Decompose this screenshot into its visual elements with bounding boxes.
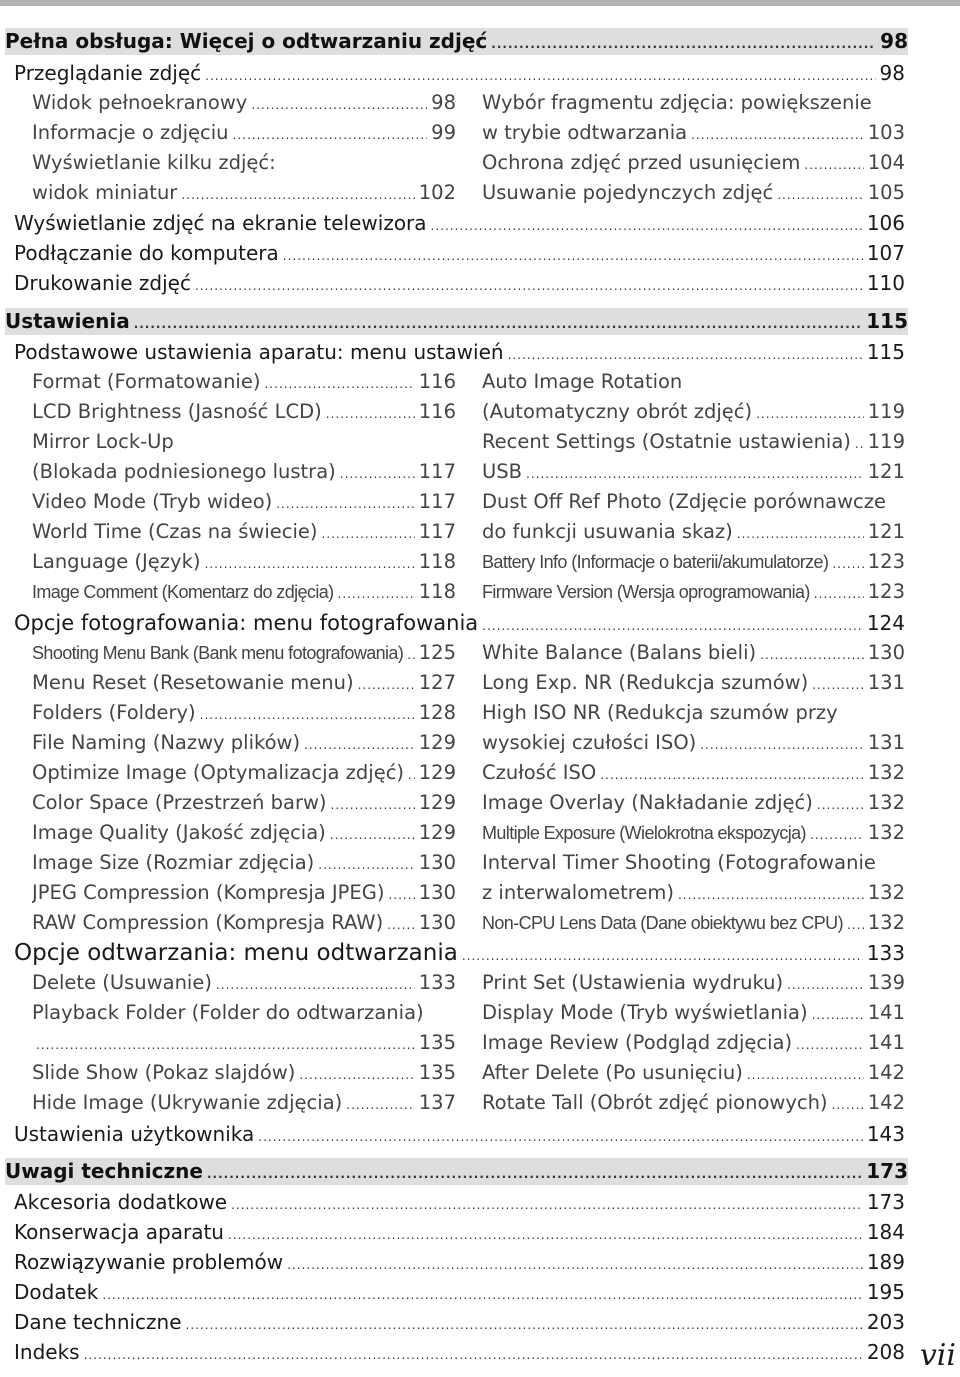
dot-leader	[304, 739, 415, 751]
dot-leader	[195, 280, 863, 292]
toc-entry-image-quality[interactable]: Image Quality (Jakość zdjęcia) ..... 129	[32, 818, 456, 848]
toc-entry-computer[interactable]: Podłączanie do komputera ..... 107	[14, 238, 905, 268]
dot-leader	[200, 709, 415, 721]
dot-leader	[482, 620, 863, 632]
toc-entry-hide-image[interactable]: Hide Image (Ukrywanie zdjęcia) ..... 137	[32, 1088, 456, 1118]
dot-leader	[84, 1349, 863, 1361]
dot-leader	[102, 1289, 862, 1301]
dot-leader	[812, 679, 864, 691]
toc-entry-display-mode[interactable]: Display Mode (Tryb wyświetlania) ..... 141	[482, 998, 905, 1028]
dot-leader	[181, 189, 414, 201]
dot-leader	[847, 919, 864, 931]
toc-entry-interval-line1: Interval Timer Shooting (Fotografowanie	[482, 851, 876, 874]
toc-entry-recent[interactable]: Recent Settings (Ostatnie ustawienia) ..... 119	[482, 427, 905, 457]
toc-entry-multiple[interactable]: Multiple Exposure (Wielokrotna ekspozycja) ..... 132	[482, 818, 905, 848]
toc-entry-high-iso-line1: High ISO NR (Redukcja szumów przy	[482, 701, 838, 724]
toc-entry-zoom[interactable]: w trybie odtwarzania ..... 103	[482, 118, 905, 148]
toc-entry-lcd[interactable]: LCD Brightness (Jasność LCD) ..... 116	[32, 397, 456, 427]
toc-entry-usb[interactable]: USB ..... 121	[482, 457, 905, 487]
toc-entry-print-set[interactable]: Print Set (Ustawienia wydruku) ..... 139	[482, 968, 905, 998]
dot-leader	[832, 1099, 864, 1111]
dot-leader	[231, 1199, 863, 1211]
dot-leader	[462, 950, 863, 962]
toc-entry-viewing[interactable]: Przeglądanie zdjęć ..... 98	[14, 58, 905, 88]
dot-leader	[258, 1131, 863, 1143]
toc-page-number: 115	[866, 309, 908, 333]
dot-leader	[777, 189, 864, 201]
dot-leader	[508, 349, 863, 361]
toc-entry-video[interactable]: Video Mode (Tryb wideo) ..... 117	[32, 487, 456, 517]
toc-entry-thumbnail[interactable]: widok miniatur ..... 102	[32, 178, 456, 208]
toc-entry-protect[interactable]: Ochrona zdjęć przed usunięciem ..... 104	[482, 148, 905, 178]
dot-leader	[812, 1009, 864, 1021]
toc-section-setup[interactable]	[5, 308, 908, 335]
toc-entry-image-review[interactable]: Image Review (Podgląd zdjęcia) ..... 141	[482, 1028, 905, 1058]
toc-section-technical[interactable]	[5, 1158, 908, 1185]
dot-leader	[388, 889, 414, 901]
toc-entry-world-time[interactable]: World Time (Czas na świecie) ..... 117	[32, 517, 456, 547]
toc-entry-white-balance[interactable]: White Balance (Balans bieli) ..... 130	[482, 638, 905, 668]
dot-leader	[330, 829, 415, 841]
top-rule	[0, 0, 960, 6]
toc-entry-dust[interactable]: do funkcji usuwania skaz) ..... 121	[482, 517, 905, 547]
toc-section-title: Uwagi techniczne	[5, 1159, 203, 1183]
dot-leader	[207, 1169, 862, 1179]
toc-entry-file-naming[interactable]: File Naming (Nazwy plików) ..... 129	[32, 728, 456, 758]
toc-entry-thumbnail-line1: Wyświetlanie kilku zdjęć:	[32, 151, 276, 174]
toc-entry-image-size[interactable]: Image Size (Rozmiar zdjęcia) ..... 130	[32, 848, 456, 878]
toc-entry-battery[interactable]: Battery Info (Informacje o baterii/akumulatorze) ..... 123	[482, 547, 905, 577]
dot-leader	[358, 679, 415, 691]
dot-leader	[387, 919, 415, 931]
toc-entry-interval[interactable]: z interwalometrem) ..... 132	[482, 878, 905, 908]
toc-entry-appendix[interactable]: Dodatek ..... 195	[14, 1277, 905, 1307]
toc-entry-specifications[interactable]: Dane techniczne ..... 203	[14, 1307, 905, 1337]
dot-leader	[299, 1069, 414, 1081]
toc-entry-playback-folder[interactable]: ..... 135	[32, 1028, 456, 1058]
toc-entry-tv[interactable]: Wyświetlanie zdjęć na ekranie telewizora ..... 106	[14, 208, 905, 238]
dot-leader	[747, 1069, 864, 1081]
toc-page-number: 98	[880, 29, 908, 53]
toc-entry-playback-folder-line1: Playback Folder (Folder do odtwarzania)	[32, 1001, 424, 1024]
toc-entry-after-delete[interactable]: After Delete (Po usunięciu) ..... 142	[482, 1058, 905, 1088]
dot-leader	[832, 558, 863, 570]
toc-entry-iso[interactable]: Czułość ISO ..... 132	[482, 758, 905, 788]
dot-leader	[283, 250, 863, 262]
dot-leader	[407, 649, 415, 661]
dot-leader	[338, 588, 415, 600]
toc-entry-slide-show[interactable]: Slide Show (Pokaz slajdów) ..... 135	[32, 1058, 456, 1088]
toc-entry-zoom-line1: Wybór fragmentu zdjęcia: powiększenie	[482, 91, 872, 114]
dot-leader	[134, 319, 863, 329]
dot-leader	[431, 220, 863, 232]
dot-leader	[326, 408, 415, 420]
toc-entry-format[interactable]: Format (Formatowanie) ..... 116	[32, 367, 456, 397]
dot-leader	[817, 799, 864, 811]
dot-leader	[322, 528, 415, 540]
dot-leader	[491, 39, 876, 49]
dot-leader	[700, 739, 863, 751]
toc-entry-rotation[interactable]: (Automatyczny obrót zdjęć) ..... 119	[482, 397, 905, 427]
toc-entry-mirror-line1: Mirror Lock-Up	[32, 430, 174, 453]
toc-section-playback[interactable]	[5, 28, 908, 55]
dot-leader	[264, 378, 414, 390]
toc-entry-noncpu[interactable]: Non-CPU Lens Data (Dane obiektywu bez CPU) ..... 132	[482, 908, 905, 938]
toc-entry-photo-info[interactable]: Informacje o zdjęciu ..... 99	[32, 118, 456, 148]
toc-entry-bank[interactable]: Shooting Menu Bank (Bank menu fotografowania) ..... 125	[32, 638, 456, 668]
toc-entry-raw[interactable]: RAW Compression (Kompresja RAW) ..... 130	[32, 908, 456, 938]
toc-entry-long-exp[interactable]: Long Exp. NR (Redukcja szumów) ..... 131	[482, 668, 905, 698]
dot-leader	[678, 889, 864, 901]
toc-entry-custom-settings[interactable]: Ustawienia użytkownika ..... 143	[14, 1119, 905, 1149]
toc-entry-playback-menu[interactable]: Opcje odtwarzania: menu odtwarzania ..... 133	[14, 938, 905, 968]
toc-page-number: 173	[866, 1159, 908, 1183]
toc-entry-index[interactable]: Indeks ..... 208	[14, 1337, 905, 1367]
dot-leader	[526, 468, 864, 480]
dot-leader	[855, 438, 864, 450]
toc-entry-menu-reset[interactable]: Menu Reset (Resetowanie menu) ..... 127	[32, 668, 456, 698]
dot-leader	[796, 1039, 864, 1051]
dot-leader	[760, 649, 864, 661]
dot-leader	[804, 159, 863, 171]
toc-entry-printing[interactable]: Drukowanie zdjęć ..... 110	[14, 268, 905, 298]
dot-leader	[216, 979, 415, 991]
toc-entry-shooting-menu[interactable]: Opcje fotografowania: menu fotografowania ..... 124	[14, 608, 905, 638]
toc-entry-high-iso[interactable]: wysokiej czułości ISO) ..... 131	[482, 728, 905, 758]
toc-entry-delete[interactable]: Delete (Usuwanie) ..... 133	[32, 968, 456, 998]
dot-leader	[287, 1259, 863, 1271]
dot-leader	[756, 408, 864, 420]
toc-entry-overlay[interactable]: Image Overlay (Nakładanie zdjęć) ..... 132	[482, 788, 905, 818]
dot-leader	[408, 769, 415, 781]
dot-leader	[204, 558, 414, 570]
toc-entry-full-frame[interactable]: Widok pełnoekranowy ..... 98	[32, 88, 456, 118]
toc-entry-dust-line1: Dust Off Ref Photo (Zdjęcie porównawcze	[482, 490, 886, 513]
dot-leader	[331, 799, 415, 811]
dot-leader	[810, 829, 864, 841]
dot-leader	[787, 979, 864, 991]
toc-entry-color-space[interactable]: Color Space (Przestrzeń barw) ..... 129	[32, 788, 456, 818]
dot-leader	[737, 528, 864, 540]
toc-entry-jpeg[interactable]: JPEG Compression (Kompresja JPEG) ..... 130	[32, 878, 456, 908]
dot-leader	[346, 1099, 415, 1111]
toc-section-title: Pełna obsługa: Więcej o odtwarzaniu zdjęć	[5, 29, 488, 53]
toc-entry-firmware[interactable]: Firmware Version (Wersja oprogramowania) ..... 123	[482, 577, 905, 607]
dot-leader	[205, 70, 875, 82]
toc-entry-folders[interactable]: Folders (Foldery) ..... 128	[32, 698, 456, 728]
page-number: vii	[919, 1338, 956, 1373]
dot-leader	[36, 1039, 415, 1051]
toc-entry-troubleshooting[interactable]: Rozwiązywanie problemów ..... 189	[14, 1247, 905, 1277]
dot-leader	[251, 99, 427, 111]
toc-entry-image-comment[interactable]: Image Comment (Komentarz do zdjęcia) ..... 118	[32, 577, 456, 607]
dot-leader	[233, 129, 428, 141]
dot-leader	[228, 1229, 863, 1241]
dot-leader	[600, 769, 864, 781]
dot-leader	[276, 498, 415, 510]
toc-entry-accessories[interactable]: Akcesoria dodatkowe ..... 173	[14, 1187, 905, 1217]
dot-leader	[814, 588, 864, 600]
toc-entry-language[interactable]: Language (Język) ..... 118	[32, 547, 456, 577]
dot-leader	[318, 859, 415, 871]
toc-entry-delete-single[interactable]: Usuwanie pojedynczych zdjęć ..... 105	[482, 178, 905, 208]
dot-leader	[340, 468, 415, 480]
toc-entry-setup-basic[interactable]: Podstawowe ustawienia aparatu: menu ustawień ..... 115	[14, 337, 905, 367]
toc-entry-rotation-line1: Auto Image Rotation	[482, 370, 683, 393]
dot-leader	[691, 129, 864, 141]
dot-leader	[186, 1319, 863, 1331]
toc-section-title: Ustawienia	[5, 309, 130, 333]
toc-entry-rotate-tall[interactable]: Rotate Tall (Obrót zdjęć pionowych) ..... 142	[482, 1088, 905, 1118]
toc-entry-optimize[interactable]: Optimize Image (Optymalizacja zdjęć) ..... 129	[32, 758, 456, 788]
toc-entry-camera-care[interactable]: Konserwacja aparatu ..... 184	[14, 1217, 905, 1247]
toc-entry-mirror[interactable]: (Blokada podniesionego lustra) ..... 117	[32, 457, 456, 487]
